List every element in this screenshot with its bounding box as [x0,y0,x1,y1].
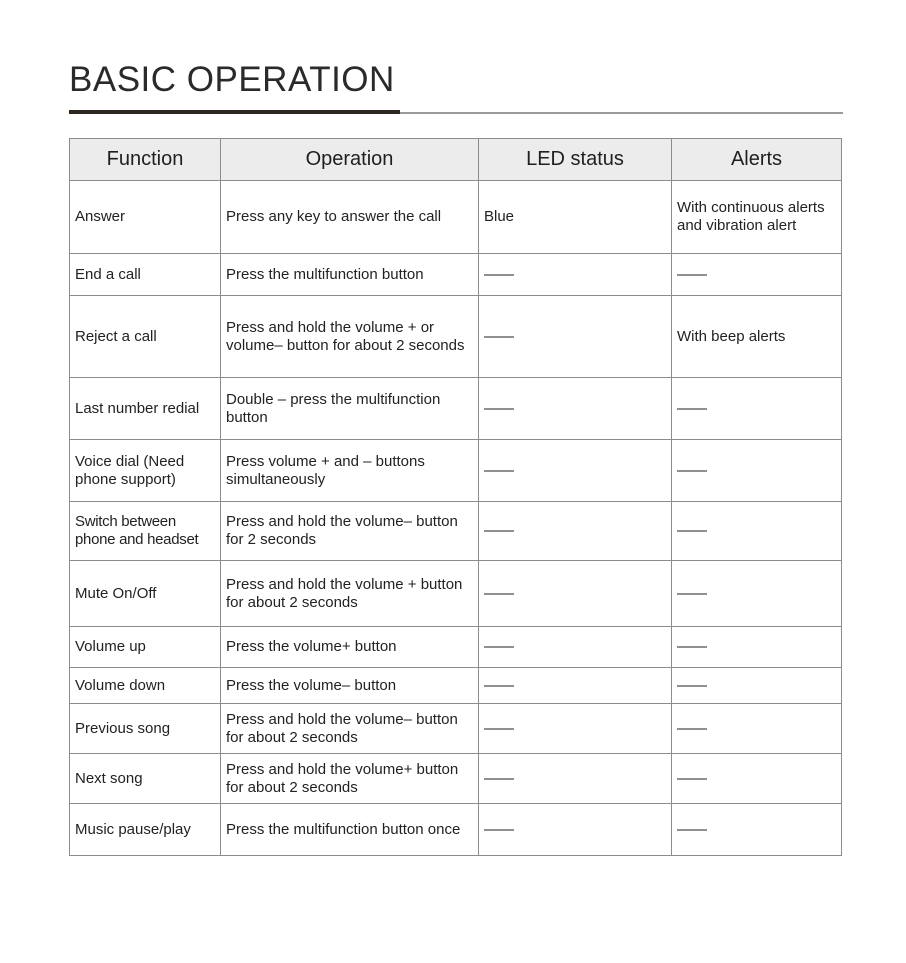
cell-alerts: —— [672,754,842,804]
cell-function: End a call [70,254,221,296]
cell-function: Volume up [70,627,221,668]
cell-function: Volume down [70,668,221,704]
cell-operation: Press and hold the volume– button for about 2 seconds [221,704,479,754]
cell-alerts: —— [672,561,842,627]
cell-operation: Press the multifunction button [221,254,479,296]
title-underline-light [400,112,843,114]
table-row [70,440,842,502]
cell-alerts: —— [672,440,842,502]
cell-function: Switch between phone and headset [70,502,221,561]
cell-function: Mute On/Off [70,561,221,627]
cell-alerts: —— [672,627,842,668]
page-title: BASIC OPERATION [69,60,395,99]
cell-operation: Press the multifunction button once [221,804,479,856]
cell-function: Answer [70,181,221,254]
cell-led-status: —— [479,378,672,440]
cell-alerts: —— [672,502,842,561]
title-underline-dark [69,110,400,114]
cell-function: Last number redial [70,378,221,440]
cell-led-status: —— [479,254,672,296]
cell-operation: Press the volume+ button [221,627,479,668]
cell-alerts: —— [672,378,842,440]
cell-operation: Press and hold the volume + button for about 2 seconds [221,561,479,627]
table-row [70,502,842,561]
cell-led-status: —— [479,804,672,856]
cell-alerts: —— [672,804,842,856]
cell-function: Music pause/play [70,804,221,856]
cell-function: Next song [70,754,221,804]
cell-led-status: —— [479,627,672,668]
table-row [70,668,842,704]
cell-operation: Press and hold the volume+ button for about 2 seconds [221,754,479,804]
cell-alerts: —— [672,254,842,296]
cell-led-status: —— [479,668,672,704]
header-function: Function [70,139,221,181]
basic-operation-table [69,138,842,856]
table-row [70,378,842,440]
header-led-status: LED status [479,139,672,181]
cell-led-status: Blue [479,181,672,254]
cell-led-status: —— [479,561,672,627]
header-alerts: Alerts [672,139,842,181]
header-operation: Operation [221,139,479,181]
cell-alerts: With continuous alerts and vibration alert [672,181,842,254]
cell-led-status: —— [479,502,672,561]
table-row [70,754,842,804]
cell-operation: Press volume + and – buttons simultaneously [221,440,479,502]
table-row [70,254,842,296]
cell-alerts: With beep alerts [672,296,842,378]
cell-led-status: —— [479,440,672,502]
cell-led-status: —— [479,704,672,754]
cell-function: Previous song [70,704,221,754]
cell-operation: Press and hold the volume– button for 2 seconds [221,502,479,561]
cell-operation: Press the volume– button [221,668,479,704]
cell-operation: Double – press the multifunction button [221,378,479,440]
table-header-row [70,139,842,181]
cell-alerts: —— [672,668,842,704]
table-row [70,181,842,254]
table-row [70,804,842,856]
cell-led-status: —— [479,296,672,378]
cell-operation: Press and hold the volume + or volume– button for about 2 seconds [221,296,479,378]
cell-alerts: —— [672,704,842,754]
cell-operation: Press any key to answer the call [221,181,479,254]
table-row [70,627,842,668]
table-row [70,561,842,627]
cell-function: Voice dial (Need phone support) [70,440,221,502]
cell-function: Reject a call [70,296,221,378]
table-row [70,704,842,754]
table-row [70,296,842,378]
cell-led-status: —— [479,754,672,804]
